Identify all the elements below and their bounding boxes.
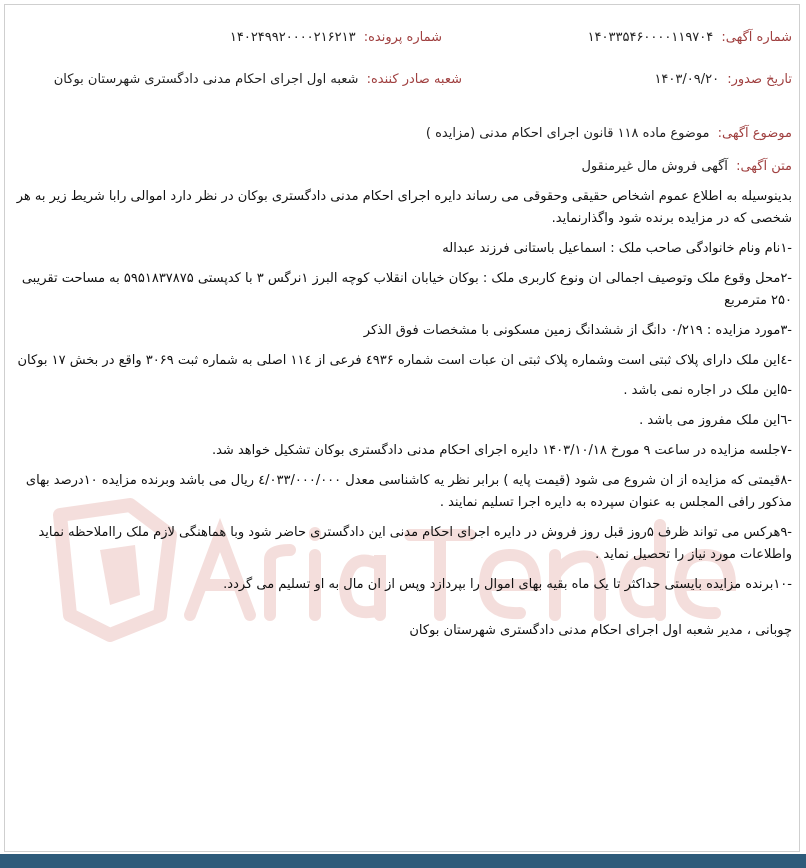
notice-number-value: ۱۴۰۳۳۵۴۶۰۰۰۰۱۱۹۷۰۴ [587,30,714,45]
notice-intro: بدینوسیله به اطلاع عموم اشخاص حقیقی وحقوقی می رساند دایره اجرای احکام مدنی دادگستری بوکان در نظر دارد اموالی رابا شریط زیر به هر شخصی که در مزایده برنده شود واگذارنماید. [16,189,792,226]
notice-body [14,156,792,642]
meta-row-top [14,30,792,54]
notice-title: آگهی فروش مال غیرمنقول [581,159,728,174]
notice-number-label: شماره آگهی: [721,30,792,45]
issuer [54,72,462,87]
subject [426,126,792,141]
notice-number [588,30,792,45]
issuer-value: شعبه اول اجرای احکام مدنی دادگستری شهرستان بوکان [53,72,359,87]
list-item: -۹هرکس می تواند ظرف ۵روز قبل روز فروش در دایره اجرای احکام مدنی این دادگستری حاضر شود وبا هماهنگی لازم ملک رااملاحظه نماید واطلاعات مورد نیاز را تحصیل نماید . [38,525,792,562]
list-item: -۱۰برنده مزایده بایستی حداکثر تا یک ماه بقیه بهای اموال را بپردازد وپس از ان مال به او تسلیم می گردد. [223,577,792,592]
notice-text-label: متن آگهی: [736,159,792,174]
list-item: -۵این ملک در اجاره نمی باشد . [623,383,792,398]
list-item: -٦این ملک مفروز می باشد . [639,413,792,428]
signature: چوبانی ، مدیر شعبه اول اجرای احکام مدنی دادگستری شهرستان بوکان [409,623,792,638]
list-item: -۷جلسه مزایده در ساعت ۹ مورخ ۱۴۰۳/۱۰/۱۸ دایره اجرای احکام مدنی دادگستری بوکان تشکیل خواهد شد. [211,443,792,458]
notice-items [14,238,792,596]
subject-label: موضوع آگهی: [717,126,792,141]
issue-date-label: تاریخ صدور: [727,72,792,87]
list-item: -۲محل وقوع ملک وتوصیف اجمالی ان ونوع کاربری ملک : بوکان خیابان انقلاب کوچه البرز ۱نرگس ۳ با کدپستی ۵۹۵۱۸۳۷۸۷۵ به مساحت تقریبی ۲۵۰ مترمربع [21,271,792,308]
issue-date-value: ۱۴۰۳/۰۹/۲۰ [654,72,720,87]
meta-row-second [14,72,792,96]
list-item: -٤این ملک دارای پلاک ثبتی است وشماره پلاک ثبتی ان عبات است شماره ٤۹۳۶ فرعی از ۱۱٤ اصلی به شماره ثبت ۳۰۶۹ واقع در بخش ۱۷ بوکان [17,353,792,368]
list-item: -۳مورد مزایده : ۰/۲۱۹ دانگ از ششدانگ زمین مسکونی با مشخصات فوق الذکر [363,323,792,338]
notice-title-line [14,156,792,178]
subject-value: موضوع ماده ۱۱۸ قانون اجرای احکام مدنی (مزایده ) [425,126,710,141]
list-item: -۸قیمتی که مزایده از ان شروع می شود (قیمت پایه ) برابر نظر یه کاشناسی معدل ٤/۰۳۳/۰۰۰/۰۰۰ ریال می باشد وبرنده مزایده ۱۰درصد بهای مذکور رافی المجلس به عنوان سپرده به دایره اجرا تسلیم نمایند . [25,473,792,510]
list-item: -۱نام ونام خانوادگی صاحب ملک : اسماعیل باستانی فرزند عبداله [442,241,792,256]
case-number [230,30,442,45]
bottom-bar [0,854,806,868]
issue-date [654,72,792,87]
case-number-value: ۱۴۰۲۴۹۹۲۰۰۰۰۲۱۶۲۱۳ [229,30,356,45]
issuer-label: شعبه صادر کننده: [366,72,462,87]
case-number-label: شماره پرونده: [363,30,442,45]
